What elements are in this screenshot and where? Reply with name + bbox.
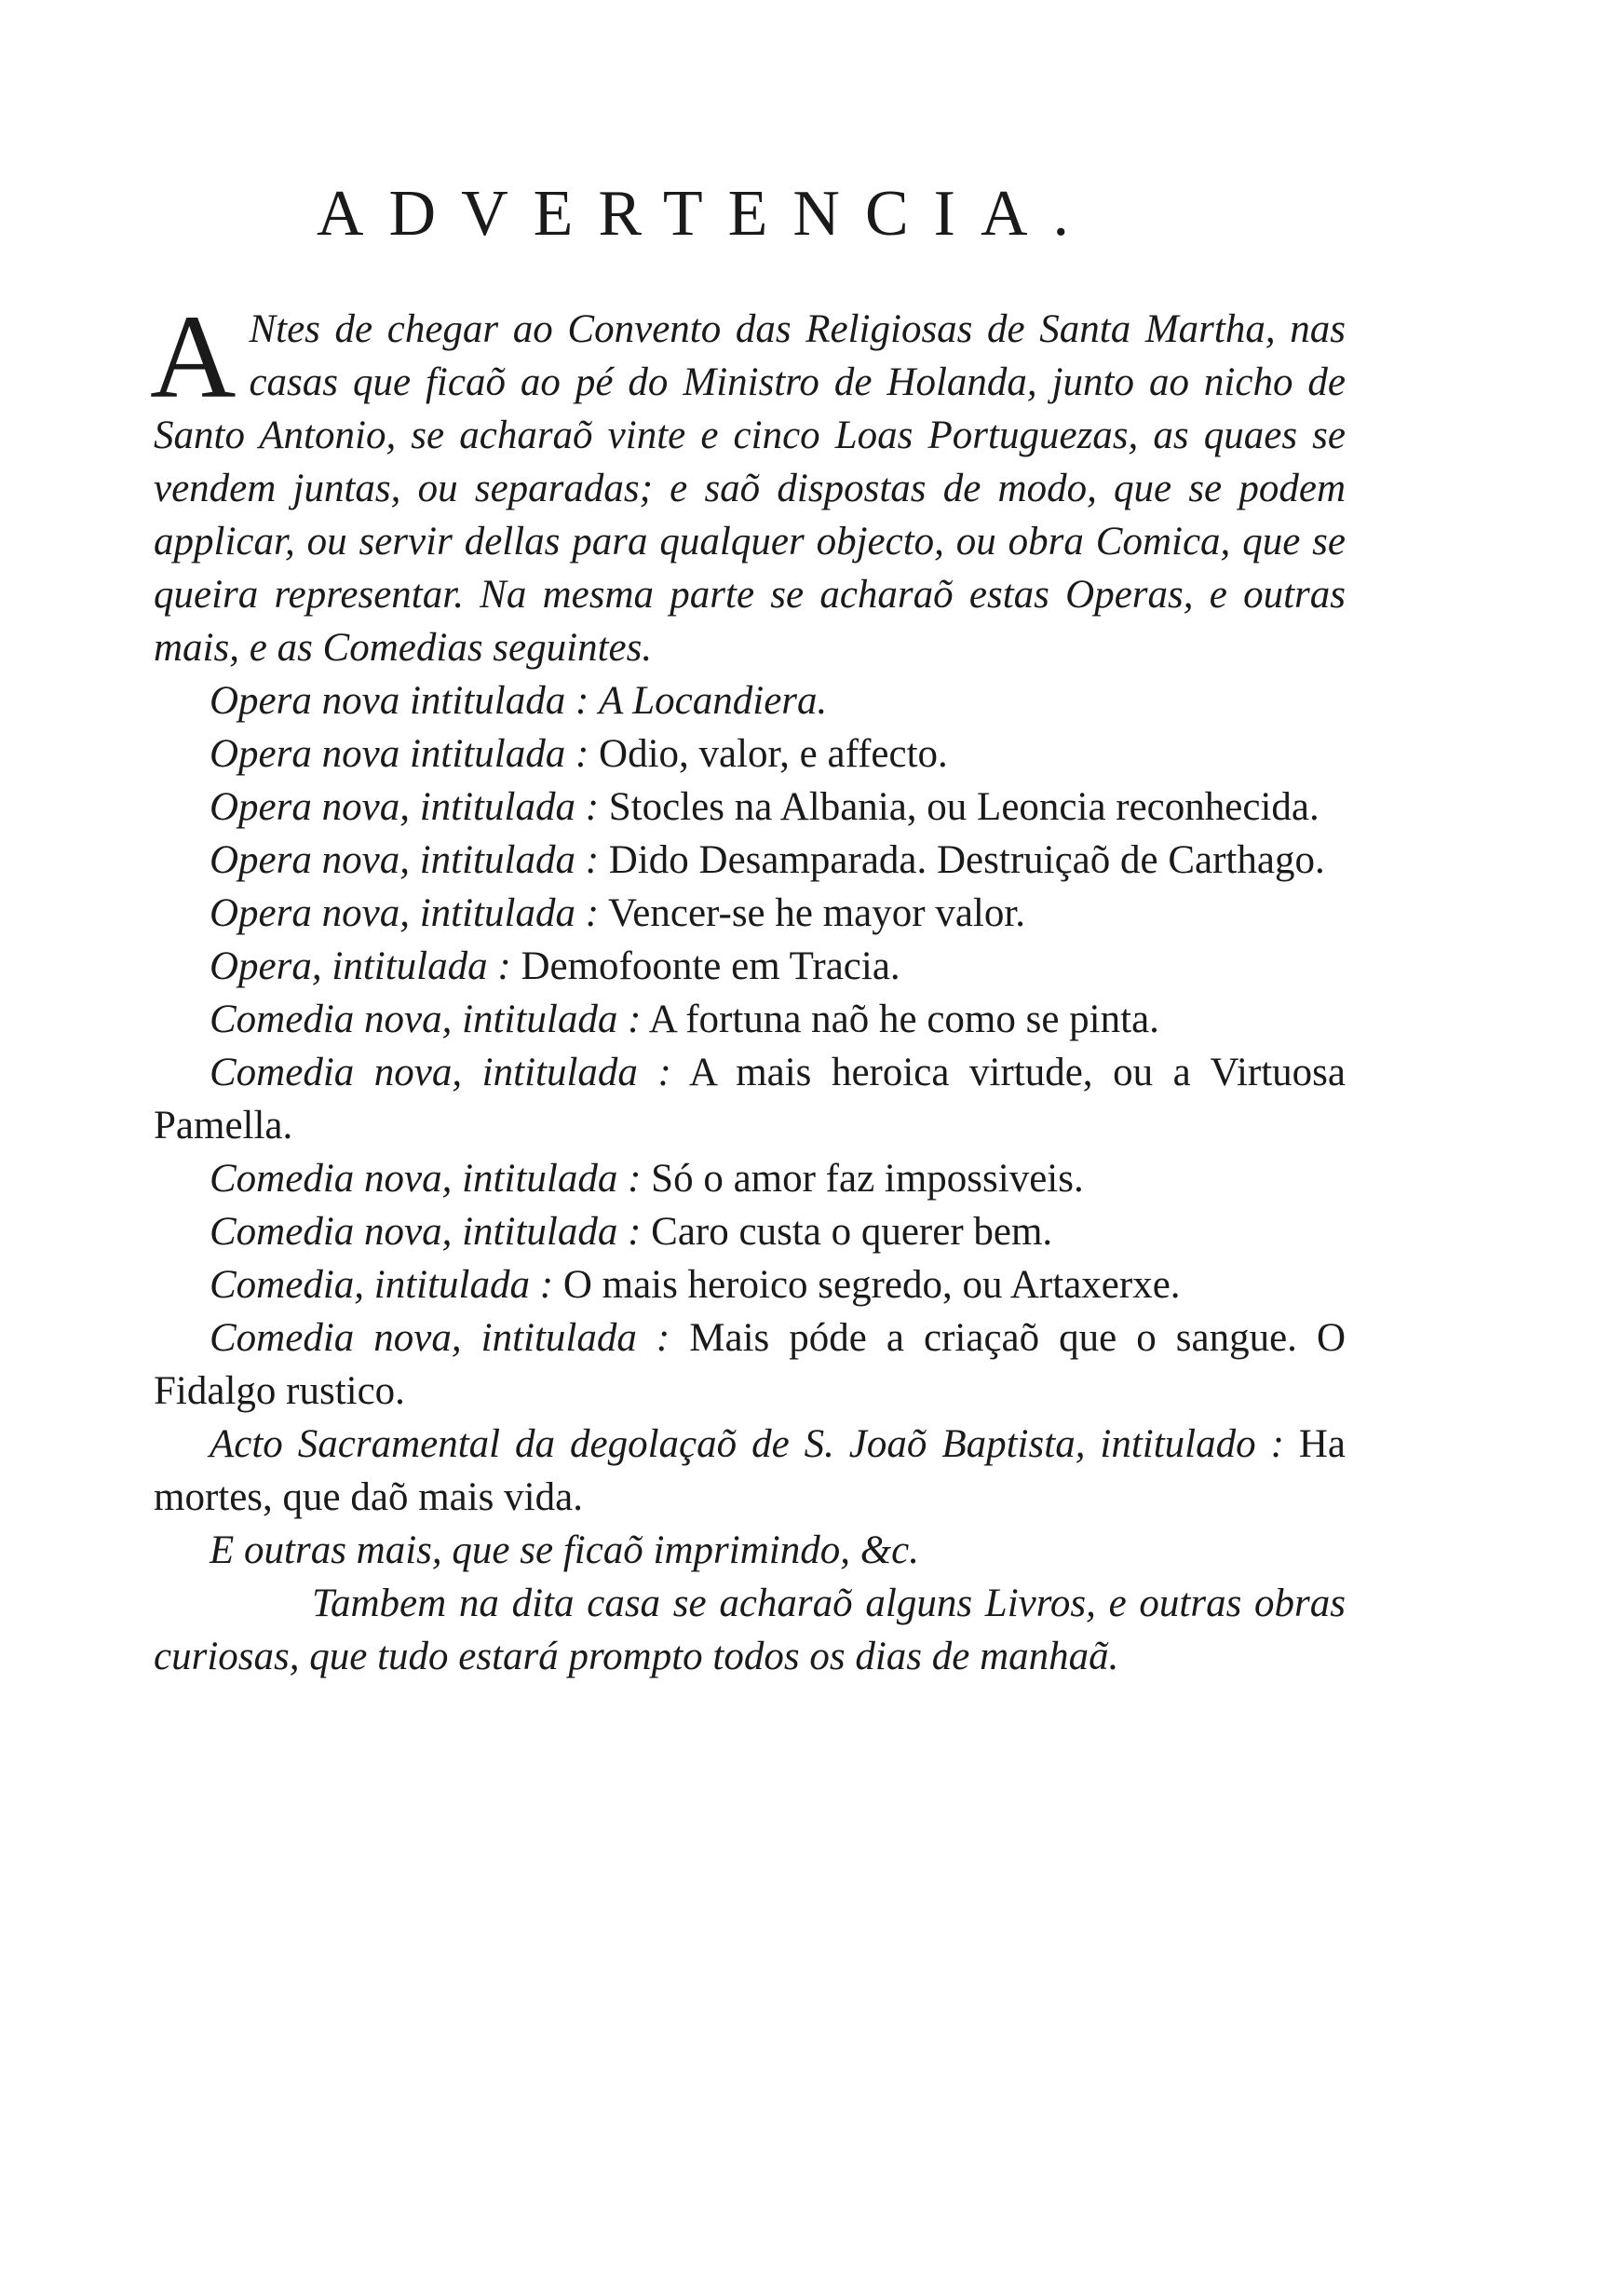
entry-label: Comedia nova, intitulada : bbox=[210, 1316, 670, 1360]
entry-title: A Locandiera. bbox=[599, 679, 828, 723]
intro-text: Ntes de chegar ao Convento das Religiosas de Santa Martha, nas casas que ficaõ ao pé do Ministro de Holanda, junto ao nicho de Santo Antonio, se acharaõ vinte e cinco Loas Portuguezas, as quaes se vendem juntas, ou separadas; e saõ dispostas de modo, que se podem applicar, ou servir dellas para qualquer objecto, ou obra Comica, que se queira representar. Na mesma parte se acharaõ estas Operas, e outras mais, e as Comedias seguintes. bbox=[154, 307, 1346, 670]
entry-title: Mais póde a criaçaõ que o sangue. O Fidalgo rustico. bbox=[154, 1316, 1347, 1413]
entry-title: A mais heroica virtude, ou a Virtuosa Pamella. bbox=[154, 1051, 1346, 1148]
list-item bbox=[154, 1152, 1346, 1205]
entry-title: Vencer-se he mayor valor. bbox=[608, 891, 1026, 935]
entry-label: Opera nova intitulada : bbox=[210, 679, 589, 723]
list-item bbox=[154, 887, 1346, 940]
entry-label: Acto Sacramental da degolaçaõ de S. Joaõ Baptista, intitulado : bbox=[210, 1422, 1284, 1466]
list-item bbox=[154, 1205, 1346, 1258]
list-item bbox=[154, 727, 1346, 781]
list-item bbox=[154, 993, 1346, 1046]
list-item bbox=[154, 674, 1346, 727]
entry-title: Stocles na Albania, ou Leoncia reconhecida. bbox=[608, 785, 1320, 829]
entry-title: Odio, valor, e affecto. bbox=[599, 732, 948, 776]
drop-cap: A bbox=[150, 291, 237, 423]
list-item bbox=[154, 1046, 1346, 1152]
list-item bbox=[154, 781, 1346, 834]
entry-title: O mais heroico segredo, ou Artaxerxe. bbox=[562, 1263, 1181, 1307]
entry-label: Opera, intitulada : bbox=[210, 944, 511, 988]
final-paragraph: Tambem na dita casa se acharaõ alguns Livros, e outras obras curiosas, que tudo estará prompto todos os dias de manhaã. bbox=[154, 1582, 1346, 1678]
list-item bbox=[154, 1311, 1346, 1418]
entry-title: Demofoonte em Tracia. bbox=[521, 944, 900, 988]
entry-title: A fortuna naõ he como se pinta. bbox=[648, 998, 1159, 1041]
entry-title: Dido Desamparada. Destruiçaõ de Carthago. bbox=[608, 838, 1325, 882]
entry-label: Comedia nova, intitulada : bbox=[210, 1157, 642, 1201]
list-item bbox=[154, 940, 1346, 993]
advertisement-body bbox=[150, 291, 1347, 1683]
entry-label: Opera nova intitulada : bbox=[210, 732, 589, 776]
list-item bbox=[154, 834, 1346, 887]
entry-label: Comedia nova, intitulada : bbox=[210, 998, 642, 1041]
entry-label: Opera nova, intitulada : bbox=[210, 891, 600, 935]
entry-label: Comedia nova, intitulada : bbox=[210, 1051, 671, 1094]
list-item bbox=[154, 1258, 1346, 1311]
page-title: ADVERTENCIA. bbox=[317, 178, 1095, 250]
entry-title: Caro custa o querer bem. bbox=[651, 1210, 1053, 1254]
entry-title: Ha mortes, que daõ mais vida. bbox=[154, 1422, 1346, 1519]
entries-list bbox=[154, 674, 1346, 1524]
entry-label: Opera nova, intitulada : bbox=[210, 838, 600, 882]
entry-label: Comedia, intitulada : bbox=[210, 1263, 554, 1307]
list-item bbox=[154, 1418, 1346, 1524]
entry-label: Comedia nova, intitulada : bbox=[210, 1210, 642, 1254]
closing-line: E outras mais, que se ficaõ imprimindo, &c. bbox=[210, 1528, 920, 1572]
entry-title: Só o amor faz impossiveis. bbox=[651, 1157, 1084, 1201]
intro-paragraph bbox=[150, 291, 1346, 674]
entry-label: Opera nova, intitulada : bbox=[210, 785, 600, 829]
